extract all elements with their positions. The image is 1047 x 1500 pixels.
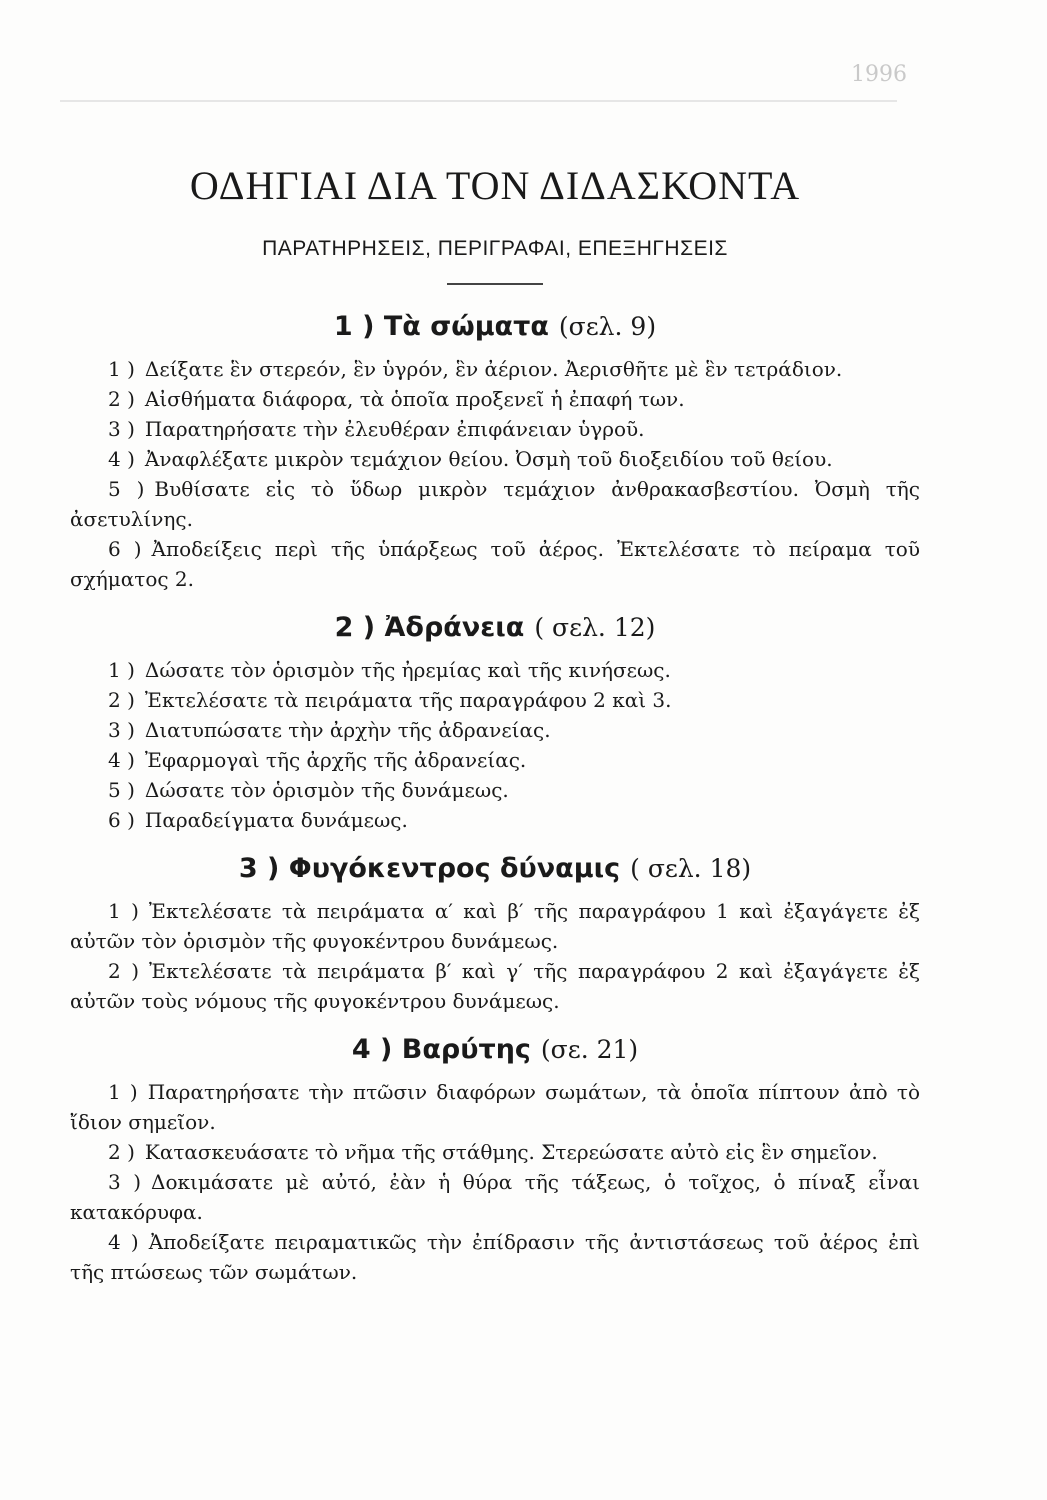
- list-item: [70, 1167, 920, 1227]
- item-text: Δείξατε ἓν στερεόν, ἓν ὑγρόν, ἓν ἀέριον. Ἀερισθῆτε μὲ ἓν τετράδιον.: [144, 357, 843, 381]
- section-page-ref: (σελ. 9): [558, 312, 657, 341]
- section-heading-label: 4 ) Βαρύτης: [351, 1034, 531, 1065]
- item-number: 2 ): [108, 1140, 135, 1164]
- item-number: 1 ): [108, 899, 139, 923]
- item-text: Παρατηρήσατε τὴν ἐλευθέραν ἐπιφάνειαν ὑγροῦ.: [144, 417, 645, 441]
- list-item: [70, 1227, 920, 1287]
- section-heading: [70, 311, 920, 342]
- section-heading-label: 3 ) Φυγόκεντρος δύναμις: [238, 853, 621, 884]
- item-text: Βυθίσατε εἰς τὸ ὕδωρ μικρὸν τεμάχιον ἀνθρακασβεστίου. Ὀσμὴ τῆς ἀσετυλίνης.: [70, 477, 920, 531]
- section-4: [70, 1034, 920, 1287]
- list-item: [70, 805, 920, 835]
- section-3: [70, 853, 920, 1016]
- bleed-through-rule: [60, 100, 897, 102]
- instruction-list: [70, 896, 920, 1016]
- list-item: [70, 534, 920, 594]
- list-item: [70, 1137, 920, 1167]
- instruction-list: [70, 1077, 920, 1287]
- item-number: 6 ): [108, 537, 142, 561]
- item-number: 5 ): [108, 477, 145, 501]
- section-page-ref: ( σελ. 12): [534, 613, 656, 642]
- item-text: Παρατηρήσατε τὴν πτῶσιν διαφόρων σωμάτων, τὰ ὁποῖα πίπτουν ἀπὸ τὸ ἴδιον σημεῖον.: [70, 1080, 920, 1134]
- item-number: 4 ): [108, 447, 135, 471]
- item-number: 4 ): [108, 1230, 139, 1254]
- item-text: Ἀποδείξατε πειραματικῶς τὴν ἐπίδρασιν τῆς ἀντιστάσεως τοῦ ἀέρος ἐπὶ τῆς πτώσεως τῶν σωμάτων.: [70, 1230, 920, 1284]
- page-title: ΟΔΗΓΙΑΙ ΔΙΑ ΤΟΝ ΔΙΔΑΣΚΟΝΤΑ: [189, 163, 801, 208]
- list-item: [70, 745, 920, 775]
- section-page-ref: ( σελ. 18): [630, 854, 752, 883]
- list-item: [70, 956, 920, 1016]
- list-item: [70, 354, 920, 384]
- list-item: [70, 685, 920, 715]
- section-heading-label: 1 ) Τὰ σώματα: [333, 311, 549, 342]
- item-text: Ἐφαρμογαὶ τῆς ἀρχῆς τῆς ἀδρανείας.: [144, 748, 527, 772]
- section-heading: [70, 853, 920, 884]
- item-number: 2 ): [108, 959, 140, 983]
- item-number: 3 ): [108, 718, 135, 742]
- item-text: Ἀναφλέξατε μικρὸν τεμάχιον θείου. Ὀσμὴ τοῦ διοξειδίου τοῦ θείου.: [144, 447, 833, 471]
- item-number: 3 ): [108, 1170, 142, 1194]
- section-1: [70, 311, 920, 594]
- bleed-through-page-number: 1996: [851, 62, 907, 87]
- item-number: 1 ): [108, 658, 135, 682]
- list-item: [70, 775, 920, 805]
- item-text: Διατυπώσατε τὴν ἀρχὴν τῆς ἀδρανείας.: [144, 718, 551, 742]
- list-item: [70, 896, 920, 956]
- item-text: Αἰσθήματα διάφορα, τὰ ὁποῖα προξενεῖ ἡ ἐπαφή των.: [144, 387, 685, 411]
- item-text: Κατασκευάσατε τὸ νῆμα τῆς στάθμης. Στερεώσατε αὐτὸ εἰς ἓν σημεῖον.: [144, 1140, 878, 1164]
- section-heading: [70, 1034, 920, 1065]
- item-text: Δοκιμάσατε μὲ αὐτό, ἐὰν ἡ θύρα τῆς τάξεως, ὁ τοῖχος, ὁ πίναξ εἶναι κατακόρυφα.: [70, 1170, 920, 1224]
- item-number: 6 ): [108, 808, 135, 832]
- item-number: 3 ): [108, 417, 135, 441]
- list-item: [70, 474, 920, 534]
- list-item: [70, 444, 920, 474]
- item-number: 1 ): [108, 357, 135, 381]
- list-item: [70, 414, 920, 444]
- item-text: Παραδείγματα δυνάμεως.: [144, 808, 408, 832]
- section-page-ref: (σε. 21): [540, 1035, 639, 1064]
- item-text: Ἀποδείξεις περὶ τῆς ὑπάρξεως τοῦ ἀέρος. Ἐκτελέσατε τὸ πείραμα τοῦ σχήματος 2.: [70, 537, 920, 591]
- list-item: [70, 655, 920, 685]
- section-heading-label: 2 ) Ἀδράνεια: [334, 612, 525, 643]
- page-content: [70, 150, 920, 1287]
- title-divider: [447, 283, 543, 285]
- section-heading: [70, 612, 920, 643]
- item-number: 4 ): [108, 748, 135, 772]
- item-text: Ἐκτελέσατε τὰ πειράματα α′ καὶ β′ τῆς παραγράφου 1 καὶ ἐξαγάγετε ἐξ αὐτῶν τὸν ὁρισμὸν τῆς φυγοκέντρου δυνάμεως.: [70, 899, 920, 953]
- item-text: Δώσατε τὸν ὁρισμὸν τῆς ἠρεμίας καὶ τῆς κινήσεως.: [144, 658, 671, 682]
- item-text: Ἐκτελέσατε τὰ πειράματα β′ καὶ γ′ τῆς παραγράφου 2 καὶ ἐξαγάγετε ἐξ αὐτῶν τοὺς νόμους τῆς φυγοκέντρου δυνάμεως.: [70, 959, 920, 1013]
- section-2: [70, 612, 920, 835]
- instruction-list: [70, 354, 920, 594]
- list-item: [70, 384, 920, 414]
- item-text: Ἐκτελέσατε τὰ πειράματα τῆς παραγράφου 2 καὶ 3.: [144, 688, 672, 712]
- item-number: 1 ): [108, 1080, 138, 1104]
- item-number: 2 ): [108, 387, 135, 411]
- list-item: [70, 1077, 920, 1137]
- instruction-list: [70, 655, 920, 835]
- list-item: [70, 715, 920, 745]
- item-text: Δώσατε τὸν ὁρισμὸν τῆς δυνάμεως.: [144, 778, 509, 802]
- item-number: 2 ): [108, 688, 135, 712]
- item-number: 5 ): [108, 778, 135, 802]
- page-subtitle: ΠΑΡΑΤΗΡΗΣΕΙΣ, ΠΕΡΙΓΡΑΦΑΙ, ΕΠΕΞΗΓΗΣΕΙΣ: [262, 237, 728, 260]
